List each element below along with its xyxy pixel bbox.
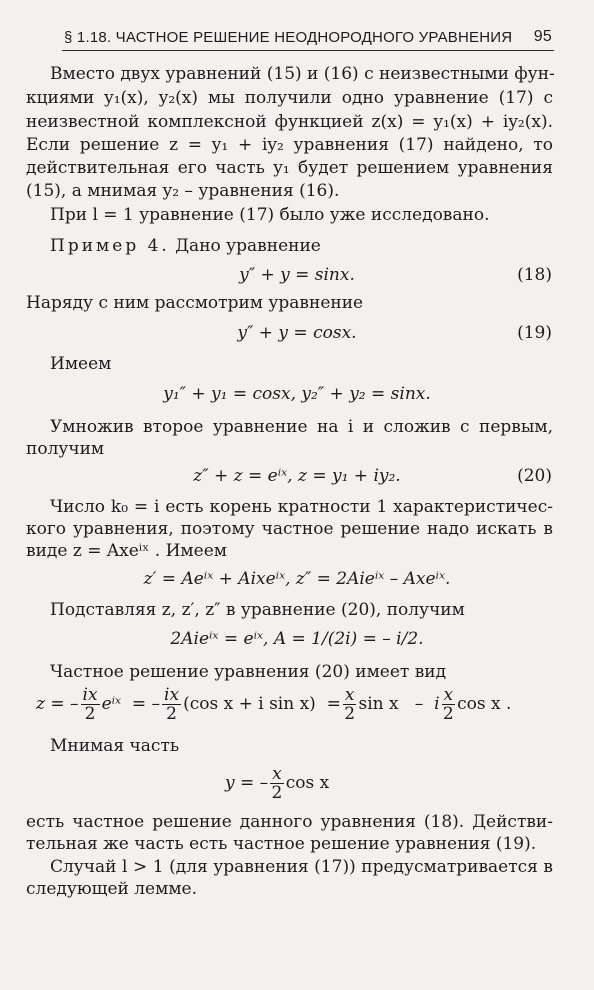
fraction-denominator: 2 (442, 704, 454, 724)
page-number: 95 (533, 28, 552, 45)
paragraph-line: Имеем (50, 354, 112, 374)
equation-body: 2Aieⁱˣ = eⁱˣ, A = 1/(2i) = – i/2. (170, 629, 424, 649)
fraction-x-2 (343, 686, 357, 723)
fraction-numerator: x (344, 685, 355, 705)
formula-eq: = (240, 773, 255, 793)
fraction-ix-2 (162, 686, 181, 723)
paragraph-line: Частное решение уравнения (20) имеет вид (50, 662, 447, 682)
paragraph-line: кциями y₁(x), y₂(x) мы получили одно уравнение (17) с (26, 88, 553, 108)
equation-body: y₁″ + y₁ = cosx, y₂″ + y₂ = sinx. (163, 384, 431, 404)
paragraph-line: получим (26, 439, 105, 459)
running-header (62, 24, 554, 51)
paragraph-line: (15), а мнимая y₂ – уравнения (16). (26, 181, 340, 201)
formula-minus: – (414, 694, 424, 714)
equation-body: y″ + y = sinx. (239, 265, 355, 285)
formula-eq: = (50, 694, 65, 714)
paragraph-line: Подставляя z, z′, z″ в уравнение (20), получим (50, 600, 465, 620)
equation-number: (19) (517, 323, 552, 343)
example-line (50, 235, 321, 257)
fraction-denominator: 2 (84, 704, 96, 724)
formula-cosx: cos x (285, 773, 330, 793)
paragraph-line: неизвестной комплексной функцией z(x) = y₁(x) + iy₂(x). (26, 112, 553, 132)
fraction-denominator: 2 (166, 704, 177, 724)
fraction-numerator: x (443, 685, 454, 705)
fraction-ix-2 (81, 686, 100, 723)
paragraph-line: При l = 1 уравнение (17) было уже исследовано. (50, 205, 490, 225)
paragraph-line: виде z = Axeⁱˣ . Имеем (26, 541, 227, 561)
paragraph-line: Умножив второе уравнение на i и сложив с первым, (50, 417, 553, 437)
fraction-denominator: 2 (344, 704, 356, 724)
formula-sinx: sin x (358, 694, 399, 714)
imaginary-part-formula (225, 765, 329, 802)
paragraph-line: тельная же часть есть частное решение уравнения (19). (26, 834, 537, 854)
paragraph-line: Случай l > 1 (для уравнения (17)) предусматривается в (50, 857, 553, 877)
formula-eq: = (131, 694, 147, 714)
fraction-x-2 (442, 686, 456, 723)
formula-minus: – (70, 694, 79, 714)
equation-body: z′ = Aeⁱˣ + Aixeⁱˣ, z″ = 2Aieⁱˣ – Axeⁱˣ. (143, 569, 451, 589)
paragraph-line: кого уравнения, поэтому частное решение надо искать в (26, 519, 553, 539)
formula-i: i (434, 694, 440, 714)
formula-cosx: cos x . (457, 694, 512, 714)
formula-eix: eⁱˣ (101, 694, 122, 714)
formula-z: z (36, 694, 45, 714)
equation-body: y″ + y = cosx. (237, 323, 357, 343)
fraction-x-2 (270, 765, 284, 802)
fraction-numerator: x (272, 764, 282, 784)
formula-paren: (cos x + i sin x) (183, 694, 316, 714)
solution-formula (36, 686, 511, 723)
paragraph-line: Число k₀ = i есть корень кратности 1 характеристичес- (50, 497, 553, 517)
fraction-numerator: ix (82, 685, 98, 705)
paragraph-line: Если решение z = y₁ + iy₂ уравнения (17) найдено, то (26, 135, 553, 155)
paragraph-line: действительная его часть y₁ будет решением уравнения (26, 158, 553, 178)
paragraph-line: следующей лемме. (26, 879, 198, 899)
formula-minus: – (259, 773, 269, 793)
paragraph-line: Вместо двух уравнений (15) и (16) с неизвестными фун- (50, 64, 555, 84)
paragraph-line: Мнимая часть (50, 736, 180, 756)
equation-body: z″ + z = eⁱˣ, z = y₁ + iy₂. (193, 466, 401, 486)
fraction-denominator: 2 (271, 783, 283, 803)
paragraph-line: Наряду с ним рассмотрим уравнение (26, 293, 364, 313)
equation-number: (20) (517, 466, 552, 486)
fraction-numerator: ix (164, 685, 180, 705)
example-heading: Пример 4. (50, 236, 170, 256)
paragraph-line: есть частное решение данного уравнения (18). Действи- (26, 812, 553, 832)
equation-number: (18) (517, 265, 552, 285)
section-title: § 1.18. ЧАСТНОЕ РЕШЕНИЕ НЕОДНОРОДНОГО УРАВНЕНИЯ (64, 29, 513, 46)
formula-eq: = (326, 694, 341, 714)
example-text: Дано уравнение (169, 236, 321, 256)
formula-y: y (225, 773, 235, 793)
formula-minus: – (151, 694, 161, 714)
